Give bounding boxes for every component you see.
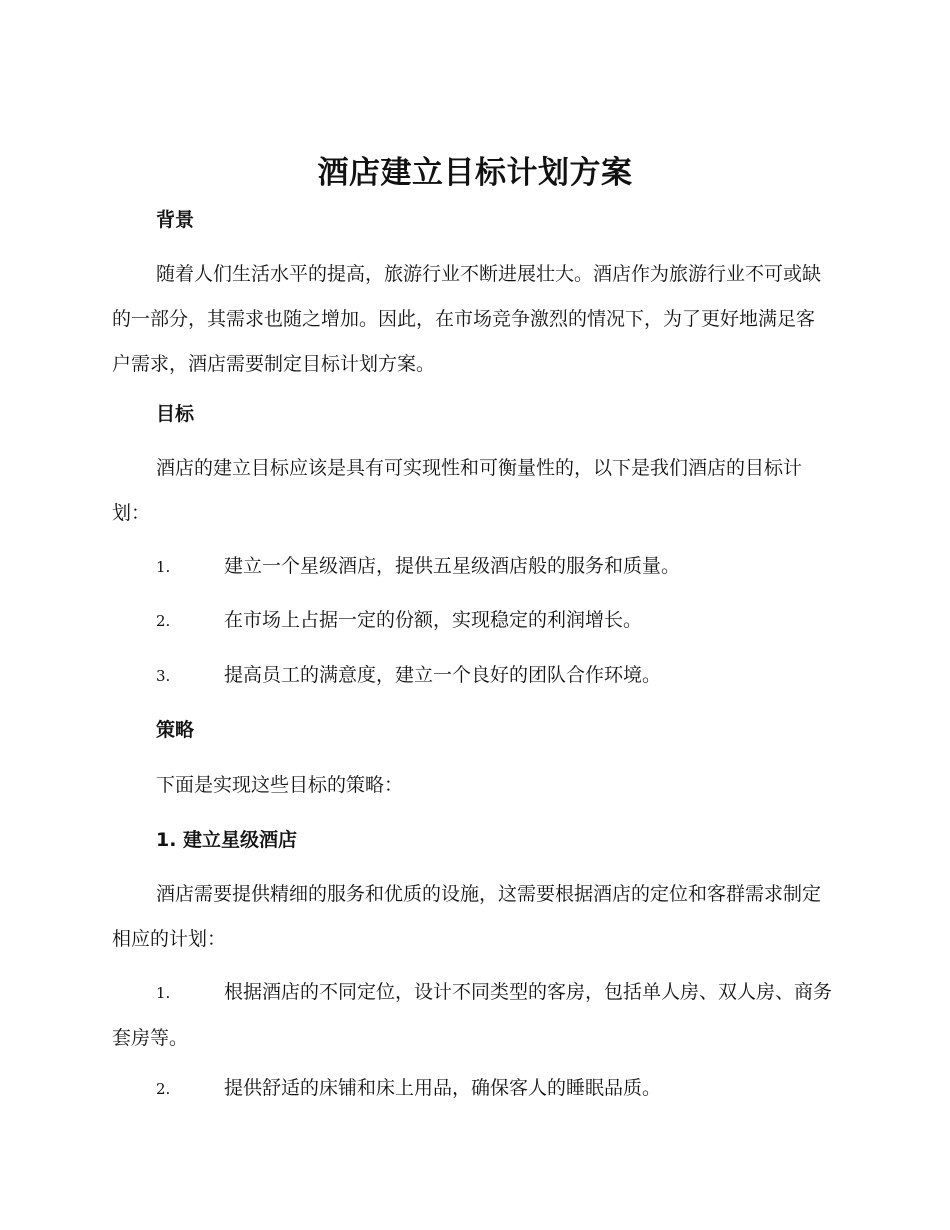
section-heading-strategy: 策略 (156, 719, 195, 741)
list-item-text: 在市场上占据一定的份额，实现稳定的利润增长。 (224, 609, 643, 631)
list-item (112, 544, 832, 590)
subsection-heading-star-hotel: 1. 建立星级酒店 (156, 829, 298, 851)
list-item-text: 建立一个星级酒店，提供五星级酒店般的服务和质量。 (224, 555, 681, 577)
list-number: 3. (156, 667, 171, 685)
list-item-text: 提供舒适的床铺和床上用品，确保客人的睡眠品质。 (224, 1077, 662, 1099)
list-item (112, 598, 832, 644)
background-paragraph: 随着人们生活水平的提高，旅游行业不断进展壮大。酒店作为旅游行业不可或缺的一部分，其需求也随之增加。因此，在市场竞争激烈的情况下，为了更好地满足客户需求，酒店需要制定目标计划方案。 (112, 263, 822, 375)
list-item (112, 1066, 832, 1112)
list-number: 1. (156, 558, 171, 576)
strategy-intro: 下面是实现这些目标的策略： (156, 774, 404, 796)
list-number: 1. (156, 984, 171, 1002)
section-heading-goals: 目标 (156, 403, 195, 425)
list-number: 2. (156, 1080, 171, 1098)
list-item-text: 提高员工的满意度，建立一个良好的团队合作环境。 (224, 664, 662, 686)
list-number: 2. (156, 612, 171, 630)
section-heading-background: 背景 (156, 209, 195, 231)
document-title: 酒店建立目标计划方案 (317, 155, 633, 191)
list-item (112, 970, 832, 1061)
goals-intro-paragraph: 酒店的建立目标应该是具有可实现性和可衡量性的，以下是我们酒店的目标计划： (112, 457, 803, 524)
star-hotel-intro-paragraph: 酒店需要提供精细的服务和优质的设施，这需要根据酒店的定位和客群需求制定相应的计划： (112, 883, 822, 950)
list-item-text: 根据酒店的不同定位，设计不同类型的客房，包括单人房、双人房、商务套房等。 (112, 981, 833, 1049)
list-item (112, 653, 832, 699)
